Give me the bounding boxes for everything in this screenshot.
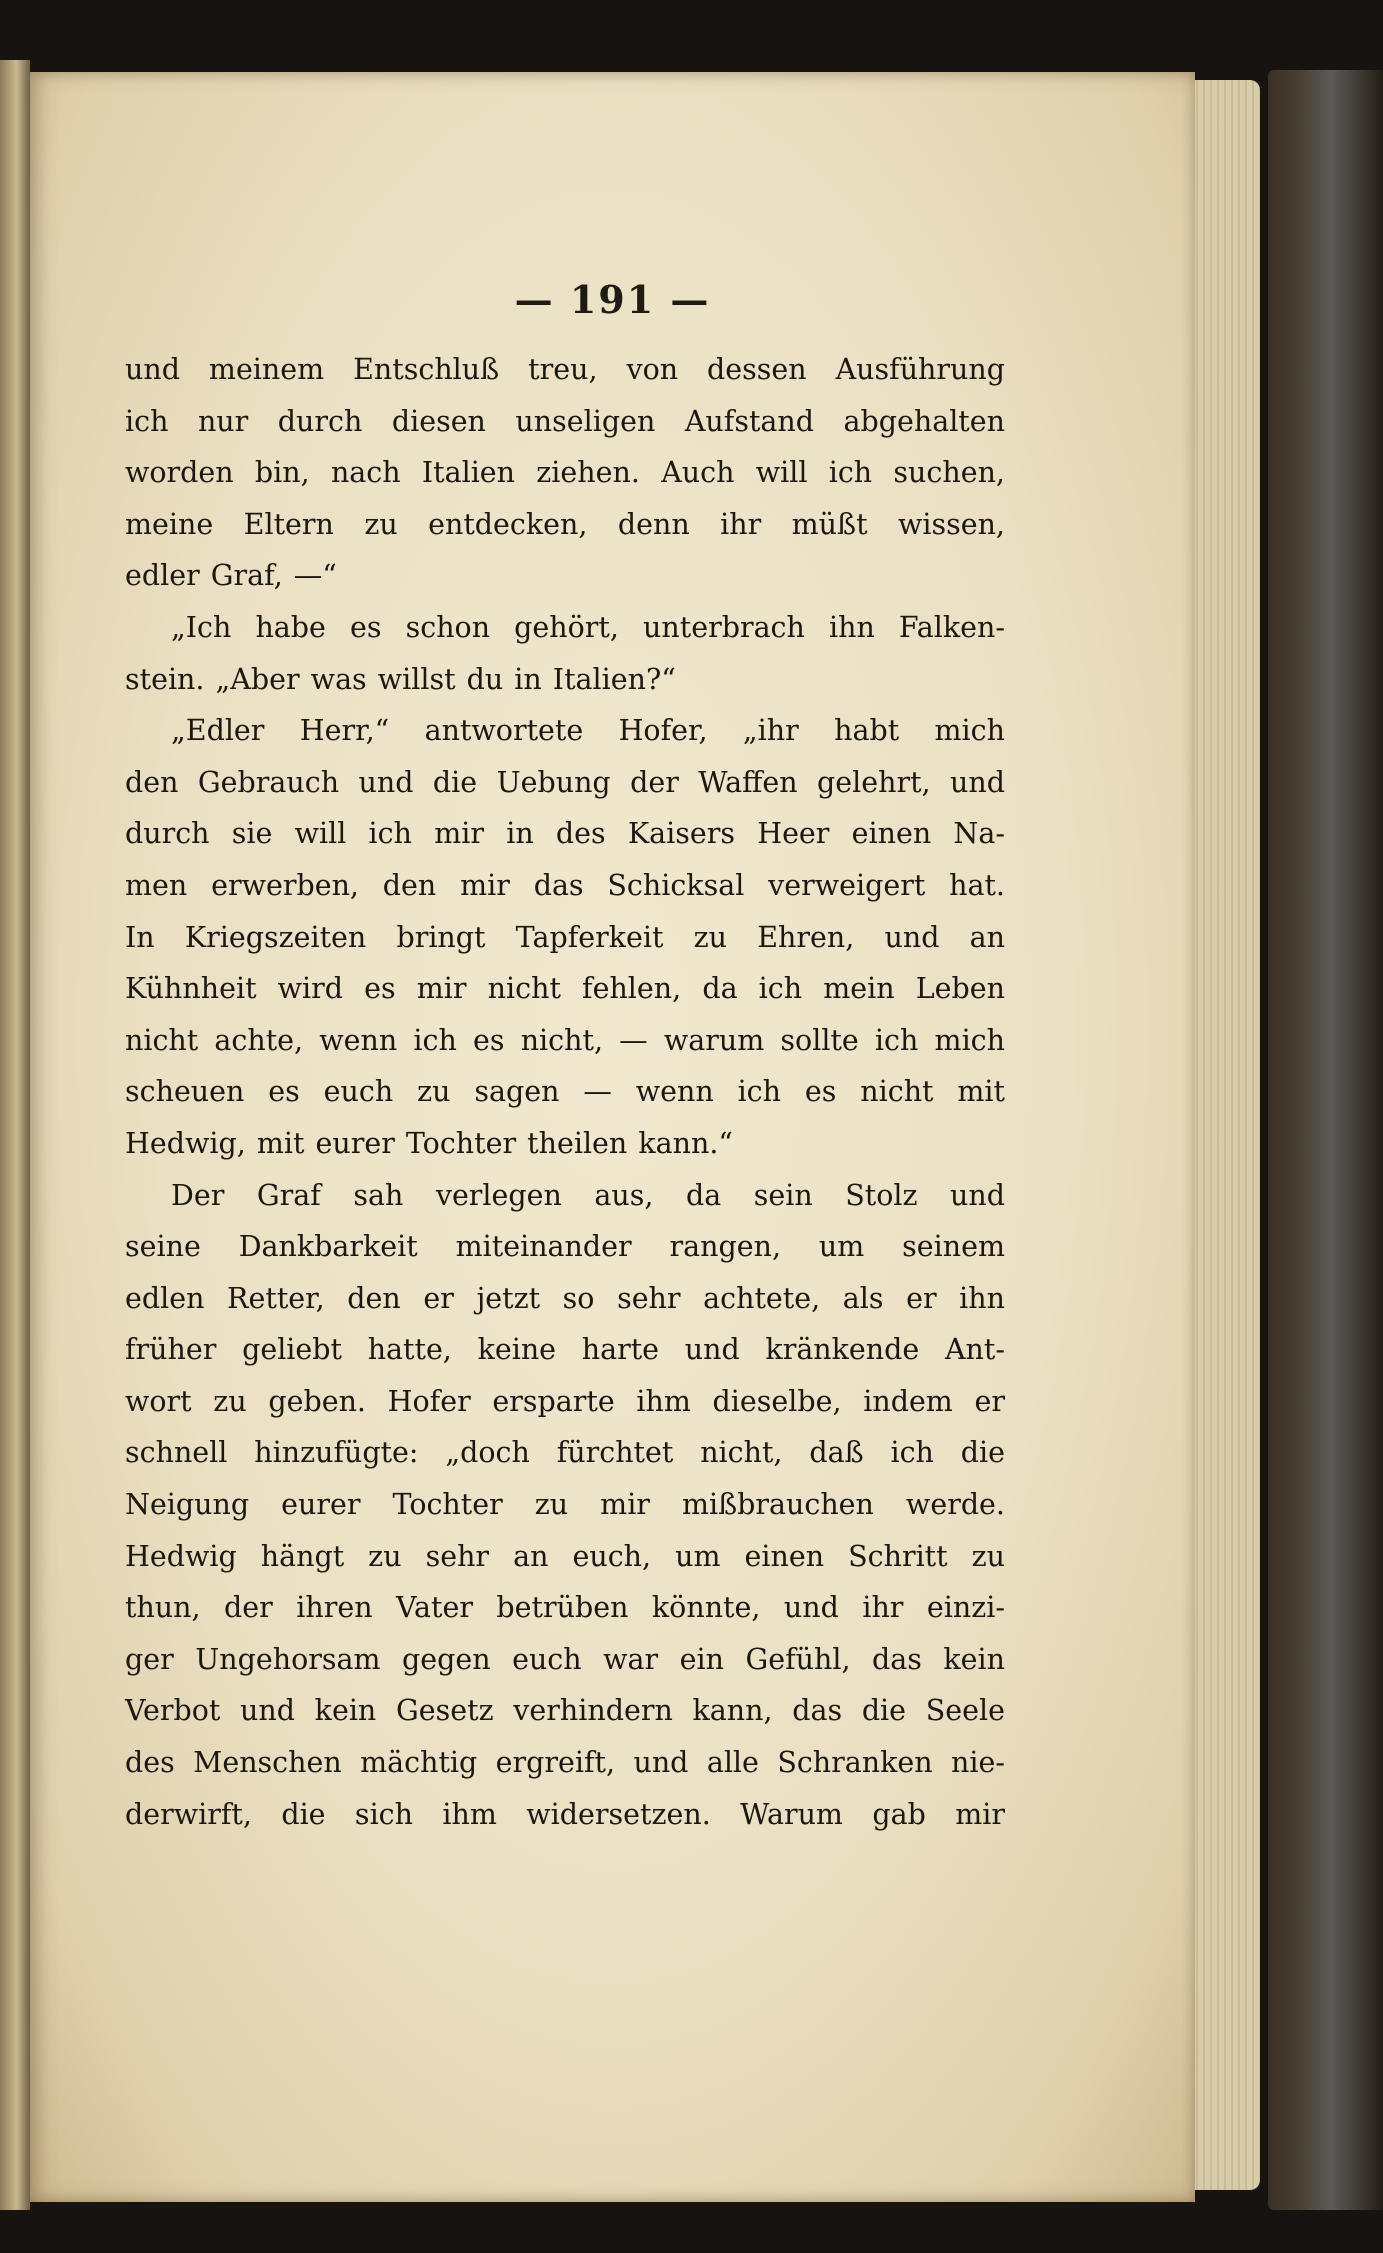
text-line: derwirft, die sich ihm widersetzen. Warum gab mir: [125, 1797, 1005, 1831]
text-line: In Kriegszeiten bringt Tapferkeit zu Ehren, und an: [125, 920, 1005, 954]
text-line: meine Eltern zu entdecken, denn ihr müßt wissen,: [125, 507, 1005, 541]
book-cover-edge: [1268, 70, 1383, 2210]
text-line: seine Dankbarkeit miteinander rangen, um seinem: [125, 1230, 1005, 1264]
body-text: [125, 344, 1005, 1840]
text-line: den Gebrauch und die Uebung der Waffen gelehrt, und: [125, 765, 1005, 799]
text-line: des Menschen mächtig ergreift, und alle Schranken nie-: [125, 1746, 1005, 1780]
text-line: Kühnheit wird es mir nicht fehlen, da ich mein Leben: [125, 972, 1005, 1006]
text-line: schnell hinzufügte: „doch fürchtet nicht, daß ich die: [125, 1436, 1005, 1470]
text-line: thun, der ihren Vater betrüben könnte, und ihr einzi-: [125, 1591, 1005, 1625]
text-line: wort zu geben. Hofer ersparte ihm dieselbe, indem er: [125, 1384, 1005, 1418]
text-line: Der Graf sah verlegen aus, da sein Stolz und: [171, 1178, 1005, 1212]
book-page: [30, 72, 1195, 2202]
previous-page-edge: [0, 60, 30, 2210]
text-line: ger Ungehorsam gegen euch war ein Gefühl, das kein: [125, 1642, 1005, 1676]
page-number: — 191 —: [514, 277, 711, 322]
text-line: durch sie will ich mir in des Kaisers Heer einen Na-: [125, 817, 1005, 851]
text-line: worden bin, nach Italien ziehen. Auch will ich suchen,: [125, 456, 1005, 490]
text-line: ich nur durch diesen unseligen Aufstand abgehalten: [125, 404, 1005, 438]
text-line: scheuen es euch zu sagen — wenn ich es nicht mit: [125, 1075, 1005, 1109]
text-line: stein. „Aber was willst du in Italien?“: [125, 662, 676, 696]
text-line: Verbot und kein Gesetz verhindern kann, das die Seele: [125, 1694, 1005, 1728]
text-line: „Ich habe es schon gehört, unterbrach ihn Falken-: [171, 610, 1005, 644]
text-line: Hedwig, mit eurer Tochter theilen kann.“: [125, 1126, 733, 1160]
text-line: edler Graf, —“: [125, 559, 337, 593]
text-line: früher geliebt hatte, keine harte und kränkende Ant-: [125, 1333, 1005, 1367]
text-line: men erwerben, den mir das Schicksal verweigert hat.: [125, 868, 1005, 902]
text-line: und meinem Entschluß treu, von dessen Ausführung: [125, 353, 1005, 386]
text-line: edlen Retter, den er jetzt so sehr achtete, als er ihn: [125, 1281, 1005, 1315]
text-line: nicht achte, wenn ich es nicht, — warum sollte ich mich: [125, 1023, 1005, 1057]
text-line: „Edler Herr,“ antwortete Hofer, „ihr habt mich: [171, 714, 1005, 748]
text-line: Hedwig hängt zu sehr an euch, um einen Schritt zu: [125, 1539, 1005, 1573]
text-line: Neigung eurer Tochter zu mir mißbrauchen werde.: [125, 1488, 1005, 1522]
